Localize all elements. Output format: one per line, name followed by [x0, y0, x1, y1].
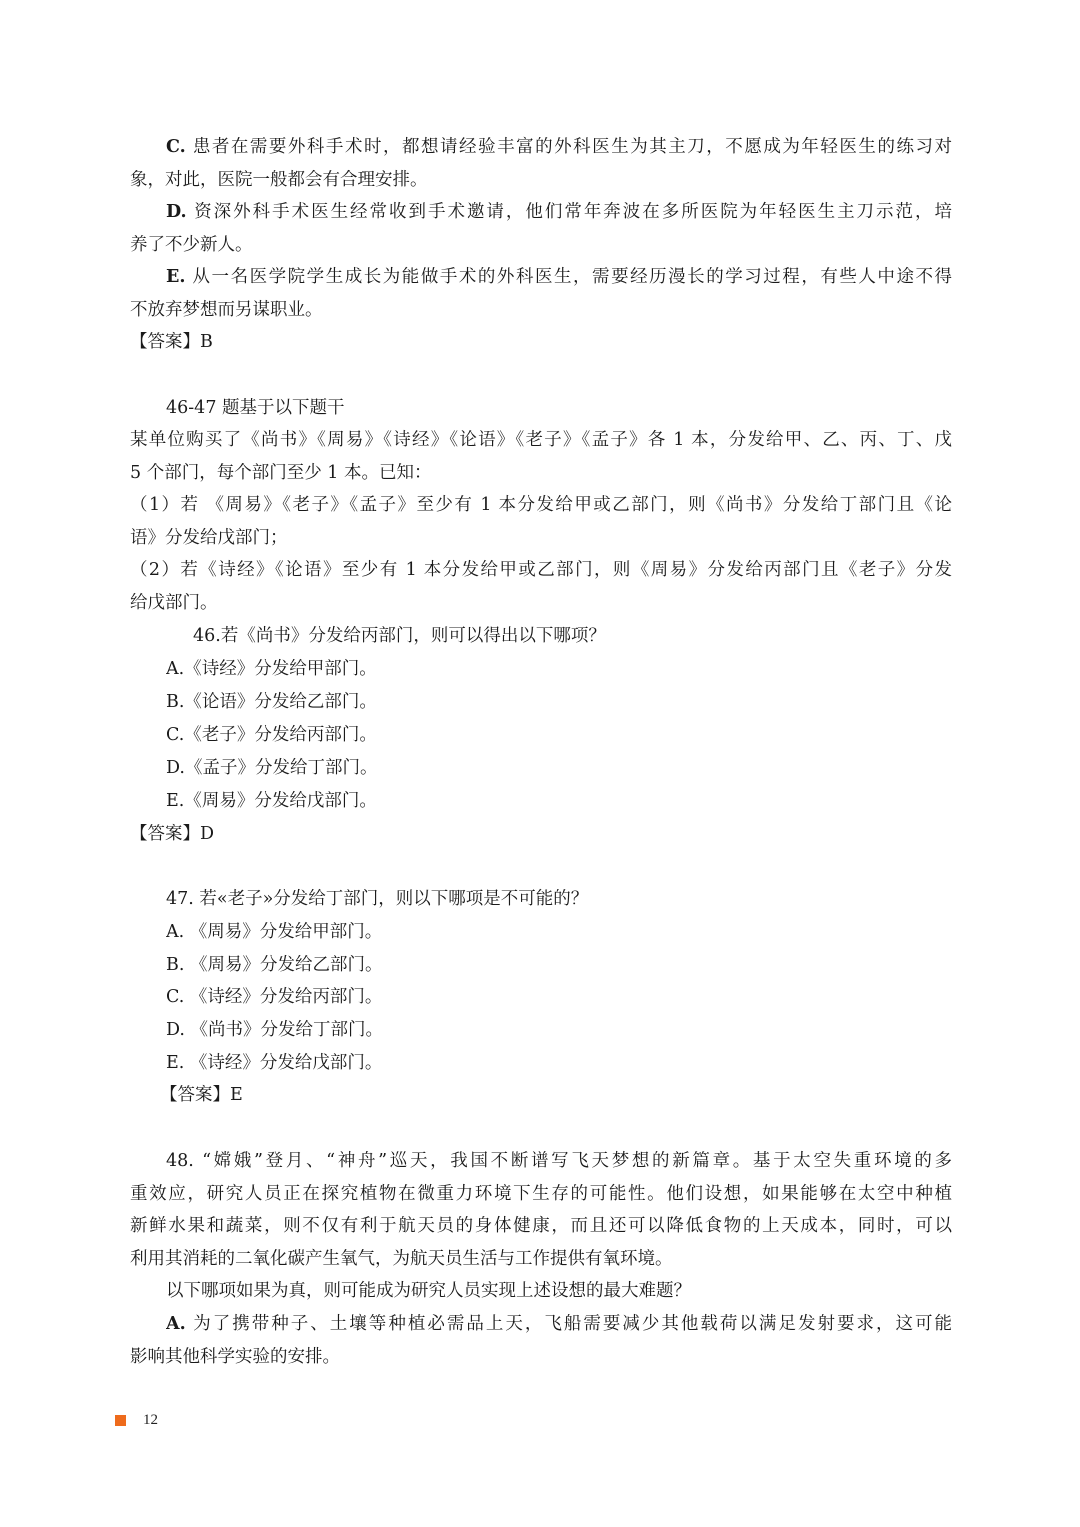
q47-answer: 【答案】E — [160, 1085, 243, 1105]
q48-line2: 重效应，研究人员正在探究植物在微重力环境下生存的可能性。他们设想，如果能够在太空中种植 — [130, 1184, 952, 1204]
q45-option-d-line1: D. 资深外科手术医生经常收到手术邀请，他们常年奔波在多所医院为年轻医生主刀示范，培 — [166, 202, 952, 222]
q45-option-c-line2: 象，对此，医院一般都会有合理安排。 — [130, 170, 428, 190]
page-number: 12 — [143, 1412, 158, 1428]
q46-option-a: A.《诗经》分发给甲部门。 — [166, 659, 377, 679]
stem-line2: 5 个部门，每个部门至少 1 本。已知： — [130, 463, 432, 483]
stem-condition1-line1: （1）若 《周易》《老子》《孟子》至少有 1 本分发给甲或乙部门，则《尚书》分发给丁部门且《论 — [130, 495, 952, 515]
q48-line3: 新鲜水果和蔬菜，则不仅有利于航天员的身体健康，而且还可以降低食物的上天成本，同时，可以 — [130, 1216, 952, 1236]
stem-line1: 某单位购买了《尚书》《周易》《诗经》《论语》《老子》《孟子》各 1 本，分发给甲、乙、丙、丁、戊 — [130, 430, 952, 450]
orange-square-icon — [115, 1415, 126, 1426]
q48-prompt: 以下哪项如果为真，则可能成为研究人员实现上述设想的最大难题？ — [166, 1281, 691, 1301]
q48-option-a-line2: 影响其他科学实验的安排。 — [130, 1347, 340, 1367]
q46-answer: 【答案】D — [130, 824, 215, 844]
q47-option-c: C. 《诗经》分发给丙部门。 — [166, 987, 383, 1007]
q46-option-c: C.《老子》分发给丙部门。 — [166, 725, 377, 745]
q45-option-d-line2: 养了不少新人。 — [130, 235, 253, 255]
q45-answer: 【答案】B — [130, 332, 213, 352]
q45-option-c-label: C. — [166, 137, 186, 157]
q47-option-d: D. 《尚书》分发给丁部门。 — [166, 1020, 384, 1040]
q46-option-b: B.《论语》分发给乙部门。 — [166, 692, 377, 712]
q46-option-e: E.《周易》分发给戊部门。 — [166, 791, 377, 811]
stem-condition2-line1: （2）若《诗经》《论语》至少有 1 本分发给甲或乙部门，则《周易》分发给丙部门且《老子》分发 — [130, 560, 952, 580]
q45-option-c-line1: C. 患者在需要外科手术时，都想请经验丰富的外科医生为其主刀，不愿成为年轻医生的练习对 — [166, 137, 952, 157]
q46-question: 46.若《尚书》分发给丙部门，则可以得出以下哪项？ — [193, 626, 606, 646]
q45-option-e-line2: 不放弃梦想而另谋职业。 — [130, 300, 323, 320]
stem-condition2-line2: 给戊部门。 — [130, 593, 218, 613]
page-footer — [115, 1412, 158, 1429]
stem-condition1-line2: 语》分发给戊部门； — [130, 528, 288, 548]
stem-heading: 46-47 题基于以下题干 — [166, 398, 345, 418]
q48-line1: 48. “嫦娥”登月、“神舟”巡天，我国不断谱写飞天梦想的新篇章。基于太空失重环境的多 — [166, 1151, 952, 1171]
q47-option-e: E. 《诗经》分发给戊部门。 — [166, 1053, 383, 1073]
q46-option-d: D.《孟子》分发给丁部门。 — [166, 758, 378, 778]
q48-option-a-line1: A. 为了携带种子、土壤等种植必需品上天，飞船需要减少其他载荷以满足发射要求，这可能 — [166, 1314, 952, 1334]
q45-option-e-line1: E. 从一名医学院学生成长为能做手术的外科医生，需要经历漫长的学习过程，有些人中途不得 — [166, 267, 952, 287]
q47-option-a: A. 《周易》分发给甲部门。 — [166, 922, 383, 942]
q45-option-e-label: E. — [166, 267, 186, 287]
q47-option-b: B. 《周易》分发给乙部门。 — [166, 955, 383, 975]
q48-option-a-label: A. — [166, 1314, 186, 1334]
q48-line4: 利用其消耗的二氧化碳产生氧气，为航天员生活与工作提供有氧环境。 — [130, 1249, 673, 1269]
q45-option-d-label: D. — [166, 202, 187, 222]
q47-question: 47. 若«老子»分发给丁部门，则以下哪项是不可能的？ — [166, 889, 589, 909]
